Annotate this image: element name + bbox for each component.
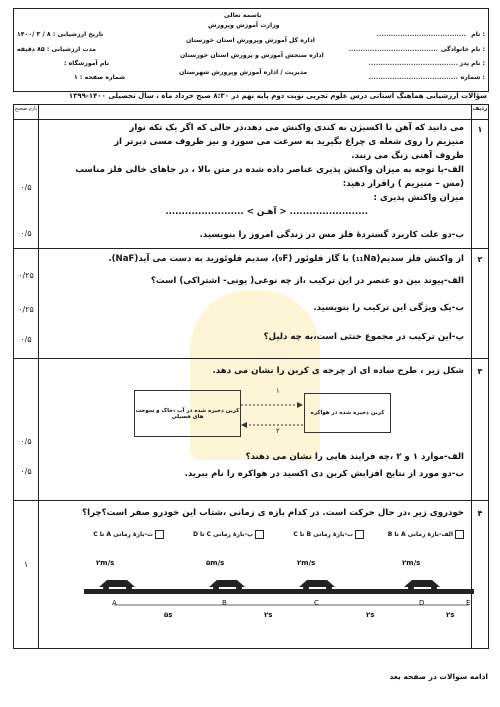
family-field[interactable]: ......................................	[348, 46, 438, 53]
speed-label: ۲m/s	[402, 559, 421, 567]
q4-option-d[interactable]: ت-بازهٔ زمانی A تا C	[93, 529, 164, 541]
district-title: مدیریت / اداره آموزش وپرورش شهرستان	[179, 69, 308, 76]
speed-label: ۲m/s	[96, 559, 115, 567]
point-label: C	[314, 599, 319, 607]
carbon-atmosphere-box: کربن ذخیره شده در هواکره	[304, 393, 391, 433]
family-label: نام خانوادگی :	[440, 46, 485, 53]
exam-header	[13, 8, 489, 92]
q3-number: ۳	[477, 367, 483, 376]
questions-table	[13, 104, 489, 649]
basmala: باسمه تعالی	[224, 12, 262, 19]
q4-line: خودروی زیر ،در حال حرکت است. در کدام بازه ی زمانی ،شتاب این خودرو صفر است؟چرا؟	[82, 508, 464, 518]
q2-line: از واکنش فلز سدیم(₁₁Na) با گاز فلوئور (₉F)، سدیم فلوئورید به دست می آید(NaF).	[108, 254, 464, 264]
q4-option-b[interactable]: ب-بازهٔ زمانی B تا C	[293, 529, 364, 541]
time-label: ۲s	[446, 611, 455, 619]
exam-date: تاریخ ارزشیابی : ۸ / ۳ /۱۴۰۰	[17, 31, 104, 38]
q1-line: ظروف آهنی زنگ می زنند.	[351, 151, 464, 161]
q2-number: ۲	[477, 255, 483, 264]
point-label: D	[419, 599, 425, 607]
father-label: نام پدر :	[459, 60, 485, 67]
q1-number: ۱	[477, 125, 483, 134]
carbon-earth-box: کربن ذخیره شده در آب ،خاک و سوخت های فسیلی	[134, 390, 241, 437]
q2-line: ب-یک ویژگی این ترکیب را بنویسید.	[313, 303, 464, 313]
q1-reactivity-blanks[interactable]: ........................ < آهـن > ........................	[165, 207, 368, 217]
q1-line: می دانید که آهن با اکسیژن به کندی واکنش می دهد،در حالی که اگر یک تکه نوار	[129, 123, 464, 133]
q4-option-c[interactable]: پ-بازهٔ زمانی C تا D	[193, 529, 264, 541]
q3-line: الف-موارد ۱ و ۲ ،چه فرایند هایی را نشان می دهند؟	[245, 452, 464, 462]
name-label: نام :	[471, 31, 485, 38]
father-field[interactable]: ......................................	[368, 60, 458, 67]
time-label: ۲s	[264, 611, 273, 619]
point-label: B	[222, 599, 227, 607]
directorate-title: اداره کل آموزش وپرورش استان خوزستان	[186, 37, 315, 44]
q2-score: ۰/۲۵	[18, 271, 34, 280]
q3-line: شکل زیر ، طرح ساده ای از چرخه ی کربن را نشان می دهد.	[212, 366, 464, 376]
school-label: نام آموزشگاه :	[64, 60, 110, 67]
q3-line: ب-دو مورد از نتایج افزایش کربن دی اکسید در هواکره را نام ببرید.	[184, 469, 464, 479]
q4-number: ۴	[477, 509, 483, 518]
carbon-cycle-arrows	[239, 395, 305, 435]
speed-label: ۵m/s	[206, 559, 225, 567]
q2-line: الف-پیوند بین دو عنصر در این ترکیب ،از چه نوعی( یونی- اشتراکی) است؟	[150, 276, 464, 286]
q3-score: ۰/۵	[20, 437, 32, 446]
exam-subtitle: سؤالات ارزشیابی هماهنگ استانی درس علوم تجربی نوبت دوم پایه نهم در ۸:۳۰ صبح خرداد ماه ، سال تحصیلی ۱۴۰۰-۱۳۹۹	[68, 92, 487, 100]
page-number: شماره صفحه : ۱	[74, 74, 126, 81]
time-label: ۵s	[164, 611, 173, 619]
q2-score: ۰/۵	[20, 335, 32, 344]
assessment-title: اداره سنجش آموزش و پرورش استان خوزستان	[180, 52, 324, 59]
point-label: E	[466, 599, 471, 607]
q1-line: الف-با توجه به میزان واکنش پذیری عناصر داده شده در متن بالا ، در جاهای خالی فلز مناسب	[75, 165, 464, 175]
q1-line: میزان واکنش پذیری :	[373, 193, 464, 203]
speed-label: ۲m/s	[297, 559, 316, 567]
seat-field[interactable]: ......................................	[368, 74, 458, 81]
seat-label: شماره :	[460, 74, 485, 81]
time-label: ۲s	[366, 611, 375, 619]
q1-line: منیزیم را روی شعله ی چراغ بگیرید به سرعت می سوزد و نیز ظروف مسی دیرتر از	[114, 137, 464, 147]
ministry-title: وزارت آموزش وپرورش	[208, 22, 280, 29]
name-field[interactable]: ......................................	[376, 31, 466, 38]
q1-score: ۰/۵	[20, 183, 32, 192]
q2-score: ۰/۲۵	[18, 305, 34, 314]
q3-score: ۰/۵	[20, 467, 32, 476]
q4-option-a[interactable]: الف-بازهٔ زمانی A تا B	[388, 529, 464, 541]
arrow-2-label: ۲	[276, 427, 280, 435]
col-row-header: ردیف	[472, 106, 488, 112]
q1-score: ۰/۵	[20, 229, 32, 238]
q1-line: (مس – منیزیم ) راقرار دهید:	[342, 179, 464, 189]
car-motion-diagram	[84, 545, 474, 625]
exam-duration: مدت ارزشیابی : ۸۵ دقیقه	[17, 46, 97, 53]
q2-line: پ-این ترکیب در مجموع خنثی است،به چه دلیل؟	[263, 332, 464, 342]
q4-score: ۱	[23, 560, 29, 569]
arrow-1-label: ۱	[276, 387, 280, 395]
continue-note: ادامه سوالات در صفحه بعد	[389, 672, 488, 681]
q1-line: ب-دو علت کاربرد گستردهٔ فلز مس در زندگی امروز را بنویسید.	[199, 230, 464, 240]
point-label: A	[112, 599, 117, 607]
col-score-header: بارم صحیح	[14, 106, 38, 112]
